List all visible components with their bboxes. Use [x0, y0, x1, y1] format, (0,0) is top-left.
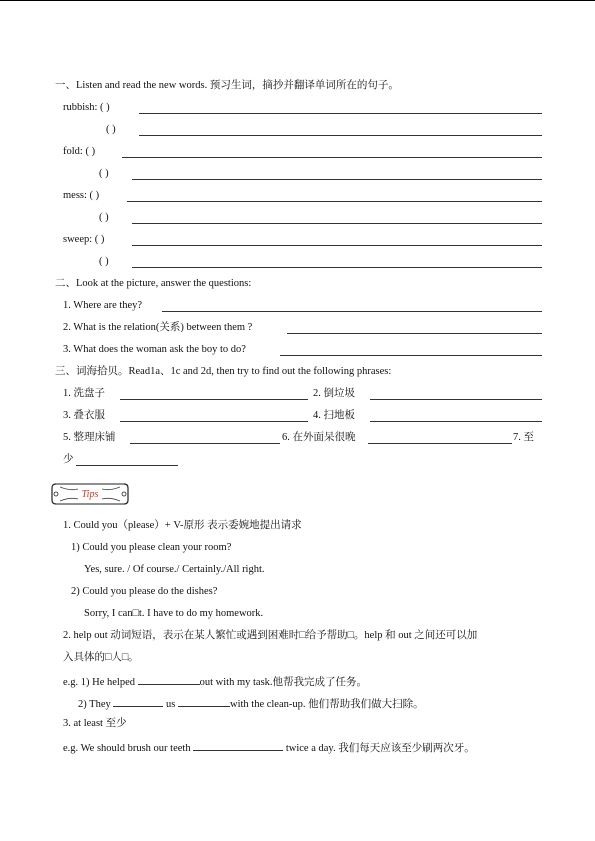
tip-point-3: 3. at least 至少	[63, 718, 127, 729]
tip-example-1: 1) Could you please clean your room?	[71, 542, 232, 553]
fill-blank[interactable]	[138, 673, 200, 685]
answer-line[interactable]	[162, 311, 542, 312]
word-row	[99, 167, 109, 181]
top-border	[0, 0, 595, 1]
fill-blank[interactable]	[193, 739, 283, 751]
tips-banner	[50, 480, 130, 506]
word-paren[interactable]: ( )	[89, 190, 100, 201]
phrase-4: 4. 扫地板	[313, 410, 355, 421]
answer-line[interactable]	[287, 333, 542, 334]
eg-text: out with my task.他帮我完成了任务。	[199, 677, 368, 688]
answer-line[interactable]	[280, 355, 542, 356]
answer-line[interactable]	[120, 399, 308, 400]
word-row	[63, 145, 95, 159]
eg-text: twice a day. 我们每天应该至少刷两次牙。	[283, 743, 475, 754]
eg-text: with the clean-up. 他们帮助我们做大扫除。	[229, 699, 424, 710]
eg-text: e.g. We should brush our teeth	[63, 743, 194, 754]
phrase-2: 2. 倒垃圾	[313, 388, 355, 399]
answer-line[interactable]	[139, 135, 542, 136]
phrase-3: 3. 叠衣服	[63, 410, 105, 421]
word-label: rubbish:	[63, 102, 101, 113]
word-paren[interactable]: ( )	[99, 256, 109, 267]
tip-point-2-cont: 入具体的□人□。	[63, 652, 139, 663]
word-row	[106, 123, 116, 137]
word-paren[interactable]: ( )	[85, 146, 96, 157]
word-paren[interactable]: ( )	[94, 234, 105, 245]
phrase-5: 5. 整理床铺	[63, 432, 116, 443]
word-paren[interactable]: ( )	[99, 212, 109, 223]
tip-eg-2	[78, 695, 424, 712]
fill-blank[interactable]	[113, 695, 163, 707]
word-paren[interactable]: ( )	[100, 102, 110, 113]
word-row	[63, 189, 99, 203]
word-row	[63, 101, 110, 115]
answer-line[interactable]	[139, 113, 542, 114]
tip-example-2: 2) Could you please do the dishes?	[71, 586, 218, 597]
section2-heading: 二、Look at the picture, answer the questions:	[55, 278, 252, 289]
fill-blank[interactable]	[178, 695, 230, 707]
answer-line[interactable]	[370, 421, 542, 422]
answer-line[interactable]	[370, 399, 542, 400]
answer-line[interactable]	[120, 421, 308, 422]
tip-point-2: 2. help out 动词短语，表示在某人繁忙或遇到困难时□给予帮助□。help 和 out 之间还可以加	[63, 630, 478, 641]
answer-line[interactable]	[127, 201, 542, 202]
tip-eg-1	[63, 673, 367, 690]
eg-text: e.g. 1) He helped	[63, 677, 138, 688]
answer-line[interactable]	[132, 223, 542, 224]
word-label: mess:	[63, 190, 90, 201]
phrase-7: 7. 至	[513, 432, 534, 443]
tip-answer-1: Yes, sure. / Of course./ Certainly./All right.	[84, 564, 265, 575]
phrase-7-cont: 少	[63, 454, 74, 465]
word-paren[interactable]: ( )	[106, 124, 116, 135]
section1-heading: 一、Listen and read the new words. 预习生词，摘抄并翻译单词所在的句子。	[55, 80, 399, 91]
word-row	[99, 211, 109, 225]
word-label: sweep:	[63, 234, 95, 245]
answer-line[interactable]	[122, 157, 542, 158]
tip-point-1: 1. Could you（please）+ V-原形 表示委婉地提出请求	[63, 520, 302, 531]
answer-line[interactable]	[132, 267, 542, 268]
section3-heading: 三、词海拾贝。Read1a、1c and 2d, then try to find out the following phrases:	[55, 366, 392, 377]
eg-text: 2) They	[78, 699, 114, 710]
question-1: 1. Where are they?	[63, 300, 143, 311]
answer-line[interactable]	[132, 179, 542, 180]
phrase-1: 1. 洗盘子	[63, 388, 105, 399]
question-3: 3. What does the woman ask the boy to do?	[63, 344, 246, 355]
answer-line[interactable]	[368, 443, 512, 444]
tips-label: Tips	[81, 489, 99, 500]
eg-text: us	[163, 699, 178, 710]
question-2: 2. What is the relation(关系) between them ?	[63, 322, 253, 333]
word-label: fold:	[63, 146, 86, 157]
word-row	[63, 233, 104, 247]
answer-line[interactable]	[132, 245, 542, 246]
tip-answer-2: Sorry, I can□t. I have to do my homework.	[84, 608, 264, 619]
phrase-6: 6. 在外面呆很晚	[282, 432, 356, 443]
word-paren[interactable]: ( )	[99, 168, 109, 179]
tip-eg-3	[63, 739, 475, 756]
tips-scroll-icon	[50, 480, 130, 506]
answer-line[interactable]	[130, 443, 280, 444]
answer-line[interactable]	[76, 465, 178, 466]
word-row	[99, 255, 109, 269]
